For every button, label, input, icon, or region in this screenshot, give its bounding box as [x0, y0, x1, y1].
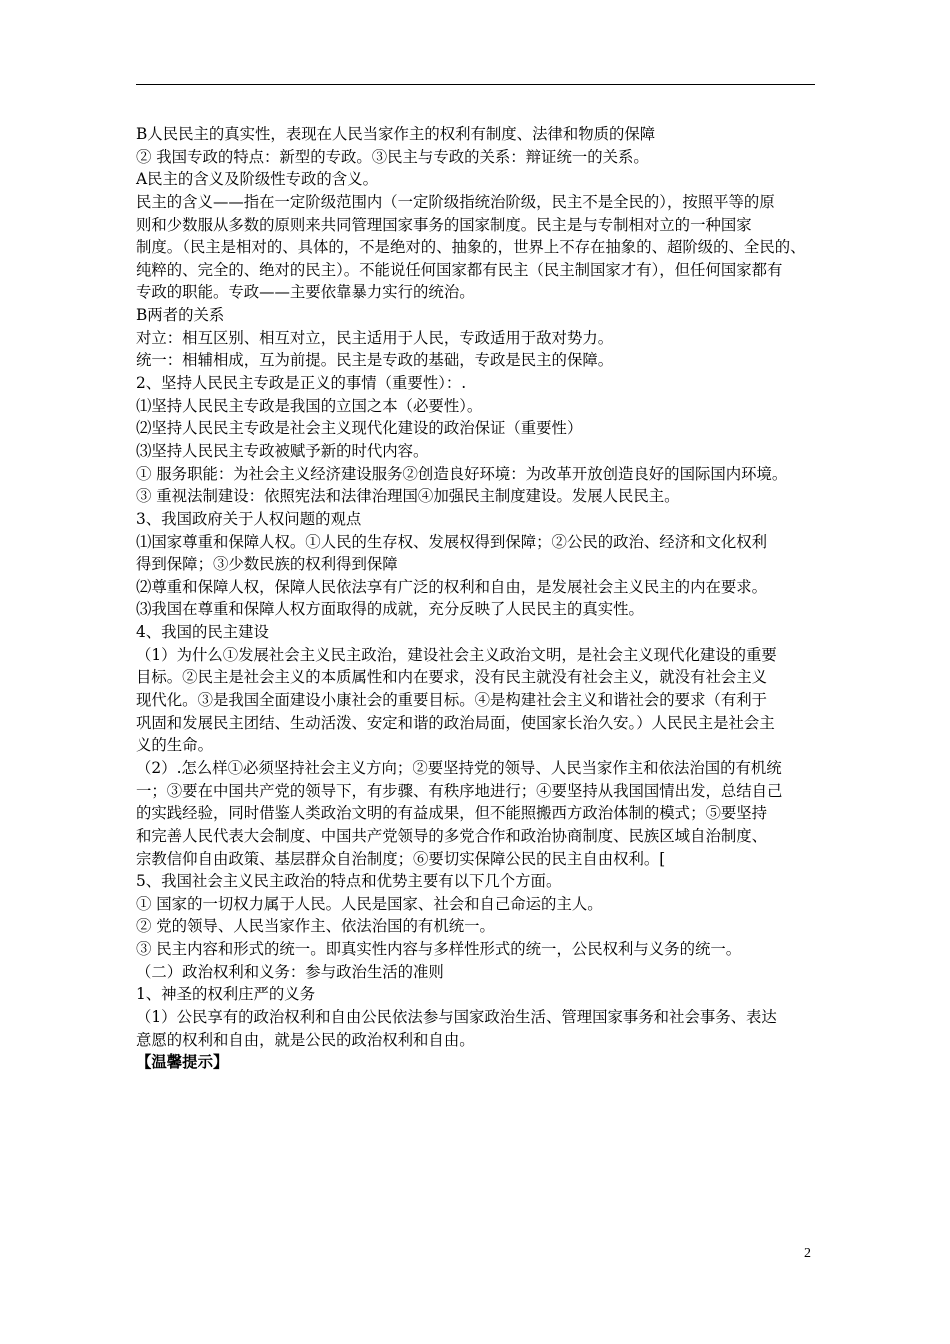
- body-line: （1）为什么①发展社会主义民主政治，建设社会主义政治文明，是社会主义现代化建设的重要: [136, 645, 777, 664]
- body-line: 统一：相辅相成，互为前提。民主是专政的基础，专政是民主的保障。: [136, 351, 614, 370]
- body-line: 和完善人民代表大会制度、中国共产党领导的多党合作和政治协商制度、民族区域自治制度、: [136, 826, 768, 845]
- body-line: ③ 重视法制建设：依照宪法和法律治理国④加强民主制度建设。发展人民民主。: [136, 487, 680, 506]
- body-line: （1）公民享有的政治权利和自由公民依法参与国家政治生活、管理国家事务和社会事务、表达: [136, 1007, 777, 1026]
- body-line: ① 服务职能：为社会主义经济建设服务②创造良好环境：为改革开放创造良好的国际国内环境。: [136, 464, 788, 483]
- body-line: ⑶坚持人民民主专政被赋予新的时代内容。: [136, 441, 429, 460]
- body-line: 现代化。③是我国全面建设小康社会的重要目标。④是构建社会主义和谐社会的要求（有利于: [136, 691, 768, 710]
- body-line: ② 党的领导、人民当家作主、依法治国的有机统一。: [136, 917, 495, 936]
- body-line: ⑴坚持人民民主专政是我国的立国之本（必要性）。: [136, 396, 483, 415]
- body-line: 制度。（民主是相对的、具体的，不是绝对的、抽象的，世界上不存在抽象的、超阶级的、全民的、: [136, 238, 806, 257]
- body-line: 民主的含义——指在一定阶级范围内（一定阶级指统治阶级，民主不是全民的），按照平等的原: [136, 192, 775, 211]
- section-heading: （二）政治权利和义务：参与政治生活的准则: [136, 962, 444, 981]
- body-line: 目标。②民主是社会主义的本质属性和内在要求，没有民主就没有社会主义，就没有社会主义: [136, 668, 768, 687]
- body-line: ⑴国家尊重和保障人权。①人民的生存权、发展权得到保障；②公民的政治、经济和文化权利: [136, 532, 768, 551]
- body-line: （2）.怎么样①必须坚持社会主义方向；②要坚持党的领导、人民当家作主和依法治国的有机统: [136, 758, 782, 777]
- body-line: 巩固和发展民主团结、生动活泼、安定和谐的政治局面，使国家长治久安。）人民民主是社会主: [136, 713, 775, 732]
- body-line: A民主的含义及阶级性专政的含义。: [136, 170, 378, 189]
- body-line: 宗教信仰自由政策、基层群众自治制度；⑥要切实保障公民的民主自由权利。[: [136, 849, 666, 868]
- body-line: 专政的职能。专政——主要依靠暴力实行的统治。: [136, 283, 475, 302]
- body-line: ① 国家的一切权力属于人民。人民是国家、社会和自己命运的主人。: [136, 894, 603, 913]
- body-line: 的实践经验，同时借鉴人类政治文明的有益成果，但不能照搬西方政治体制的模式；⑤要坚持: [136, 804, 768, 823]
- section-heading: 2、坚持人民民主专政是正义的事情（重要性）：.: [136, 374, 467, 393]
- section-heading: 5、我国社会主义民主政治的特点和优势主要有以下几个方面。: [136, 872, 562, 891]
- body-line: ⑵坚持人民民主专政是社会主义现代化建设的政治保证（重要性）: [136, 419, 583, 438]
- body-line: 对立：相互区别、相互对立，民主适用于人民，专政适用于敌对势力。: [136, 328, 614, 347]
- section-heading: 3、我国政府关于人权问题的观点: [136, 509, 362, 528]
- body-line: 纯粹的、完全的、绝对的民主）。不能说任何国家都有民主（民主制国家才有），但任何国家都有: [136, 260, 783, 279]
- body-line: ③ 民主内容和形式的统一。即真实性内容与多样性形式的统一，公民权利与义务的统一。: [136, 940, 742, 959]
- body-line: B人民民主的真实性，表现在人民当家作主的权利有制度、法律和物质的保障: [136, 125, 656, 143]
- section-heading: 4、我国的民主建设: [136, 623, 269, 642]
- body-line: 意愿的权利和自由，就是公民的政治权利和自由。: [136, 1030, 475, 1049]
- body-line: 义的生命。: [136, 736, 213, 755]
- tip-heading: 【温馨提示】: [136, 1053, 229, 1072]
- document-body: [136, 123, 826, 1074]
- header-rule: [136, 84, 815, 85]
- body-line: 一；③要在中国共产党的领导下，有步骤、有秩序地进行；④要坚持从我国国情出发，总结自己: [136, 781, 783, 800]
- section-heading: 1、神圣的权利庄严的义务: [136, 985, 316, 1004]
- body-line: ② 我国专政的特点：新型的专政。③民主与专政的关系：辩证统一的关系。: [136, 147, 649, 166]
- body-line: ⑵尊重和保障人权，保障人民依法享有广泛的权利和自由，是发展社会主义民主的内在要求。: [136, 577, 768, 596]
- page-number: 2: [804, 1246, 811, 1261]
- body-line: 得到保障；③少数民族的权利得到保障: [136, 555, 398, 574]
- body-line: 则和少数服从多数的原则来共同管理国家事务的国家制度。民主是与专制相对立的一种国家: [136, 215, 752, 234]
- body-line: ⑶我国在尊重和保障人权方面取得的成就，充分反映了人民民主的真实性。: [136, 600, 644, 619]
- body-line: B两者的关系: [136, 306, 225, 325]
